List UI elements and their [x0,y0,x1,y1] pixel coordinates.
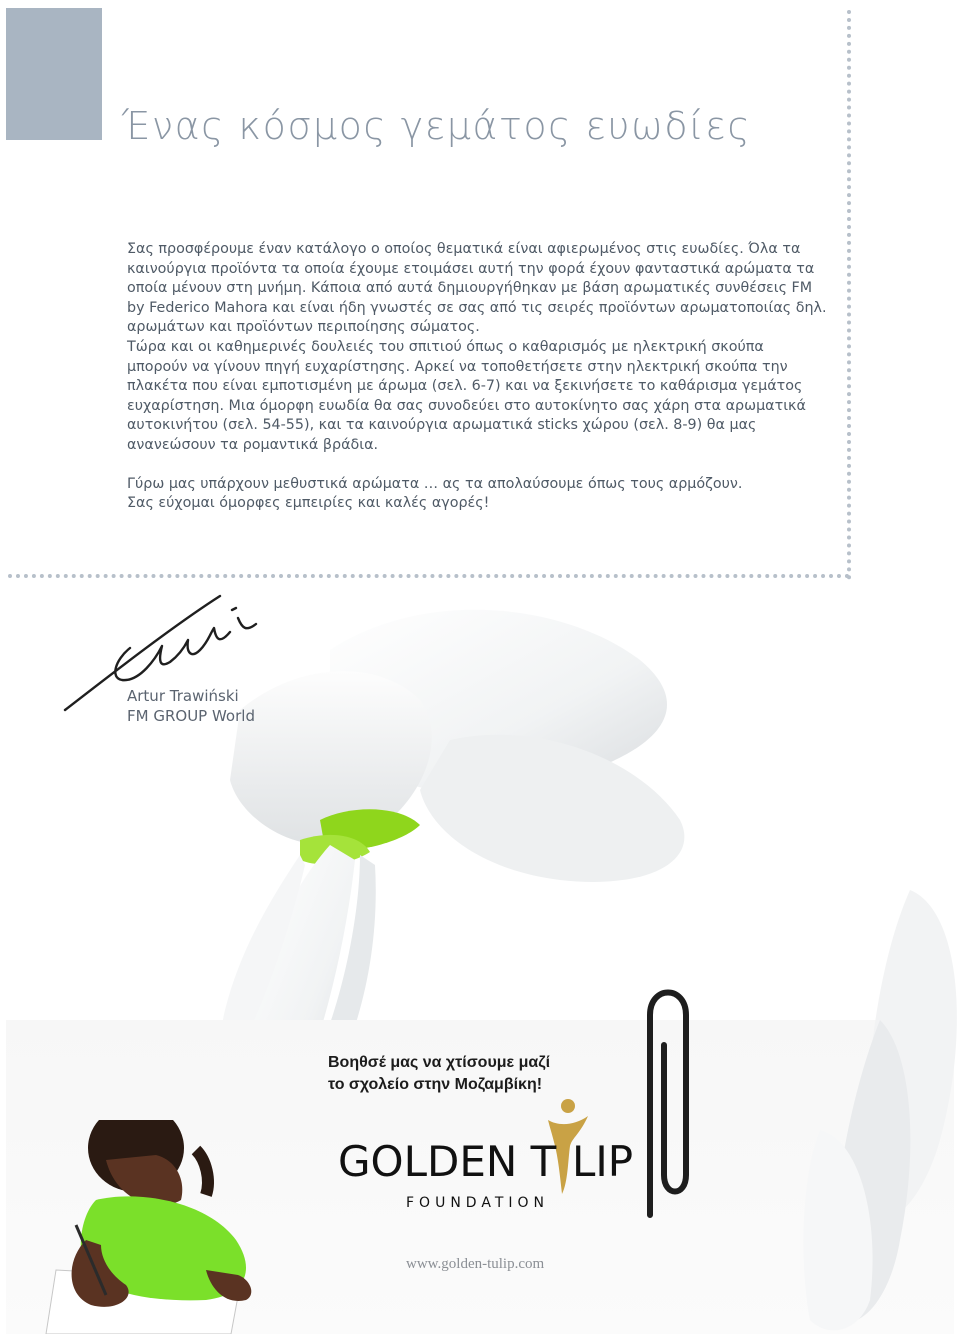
logo-word-golden: GOLDEN T [338,1137,557,1186]
signature-name: Artur Trawiński [127,687,239,705]
tulip-figure-head [561,1099,575,1113]
dotted-border-right [847,10,851,580]
page-title: Ένας κόσμος γεμάτος ευωδίες [122,104,752,148]
intro-paragraph-4: Σας εύχομαι όμορφες εμπειρίες και καλές αγορές! [127,495,490,512]
website-link[interactable]: www.golden-tulip.com [406,1256,545,1272]
intro-paragraph-3: Γύρω μας υπάρχουν μεθυστικά αρώματα … ας τα απολαύσουμε όπως τους αρμόζουν. [127,475,743,492]
card-message-line-1: Βοηθσέ μας να χτίσουμε μαζί [328,1054,551,1071]
signature-block [127,686,255,726]
intro-paragraph-1: Σας προσφέρουμε έναν κατάλογο ο οποίος θεματικά είναι αφιερωμένος στις ευωδίες. Όλα τα καινούργια προϊόντα τα οποία έχουμε ετοιμάσει αυτή την φορά έχουν φανταστικά αρώματα τα οποία μένουν στη μνήμη. Κάποια από αυτά δημιουργήθηκαν με βάση αρωματικές συνθέσεις FM by Federico Mahora και είναι ήδη γνωστές σε σας από τις σειρές προϊόντων αρωματοποιίας δηλ. αρωμάτων και προϊόντων περιποίησης σώματος. [127,241,827,336]
intro-text [127,240,827,514]
dotted-border-bottom [8,574,850,578]
intro-paragraph-2: Τώρα και οι καθημερινές δουλειές του σπιτιού όπως ο καθαρισμός με ηλεκτρική σκούπα μπορούν να γίνουν πηγή ευχαρίστησης. Αρκεί να τοποθετήσετε στην ηλεκτρική σκούπα την πλακέτα που είναι εμποτισμένη με άρωμα (σελ. 6-7) και να ξεκινήσετε το καθάρισμα γεμάτος ευχαρίστηση. Μια όμορφη ευωδία θα σας συνοδεύει στο αυτοκίνητο σας χάρη στα αρωματικά αυτοκινήτου (σελ. 54-55), και τα καινούργια αρωματικά sticks χώρου (σελ. 8-9) θα μας ανανεώσουν τα ρομαντικά βράδια. [127,338,806,453]
golden-tulip-logo [336,1090,636,1216]
child-writing-photo [6,1120,336,1334]
signature-company: FM GROUP World [127,707,255,725]
corner-accent-block [6,8,102,140]
logo-foundation: FOUNDATION [406,1195,549,1211]
paperclip-icon [628,975,698,1220]
logo-word-lip: LIP [572,1137,634,1186]
right-petals-image [760,880,960,1340]
card-message-line-2: το σχολείο στην Μοζαμβίκη! [328,1076,543,1093]
